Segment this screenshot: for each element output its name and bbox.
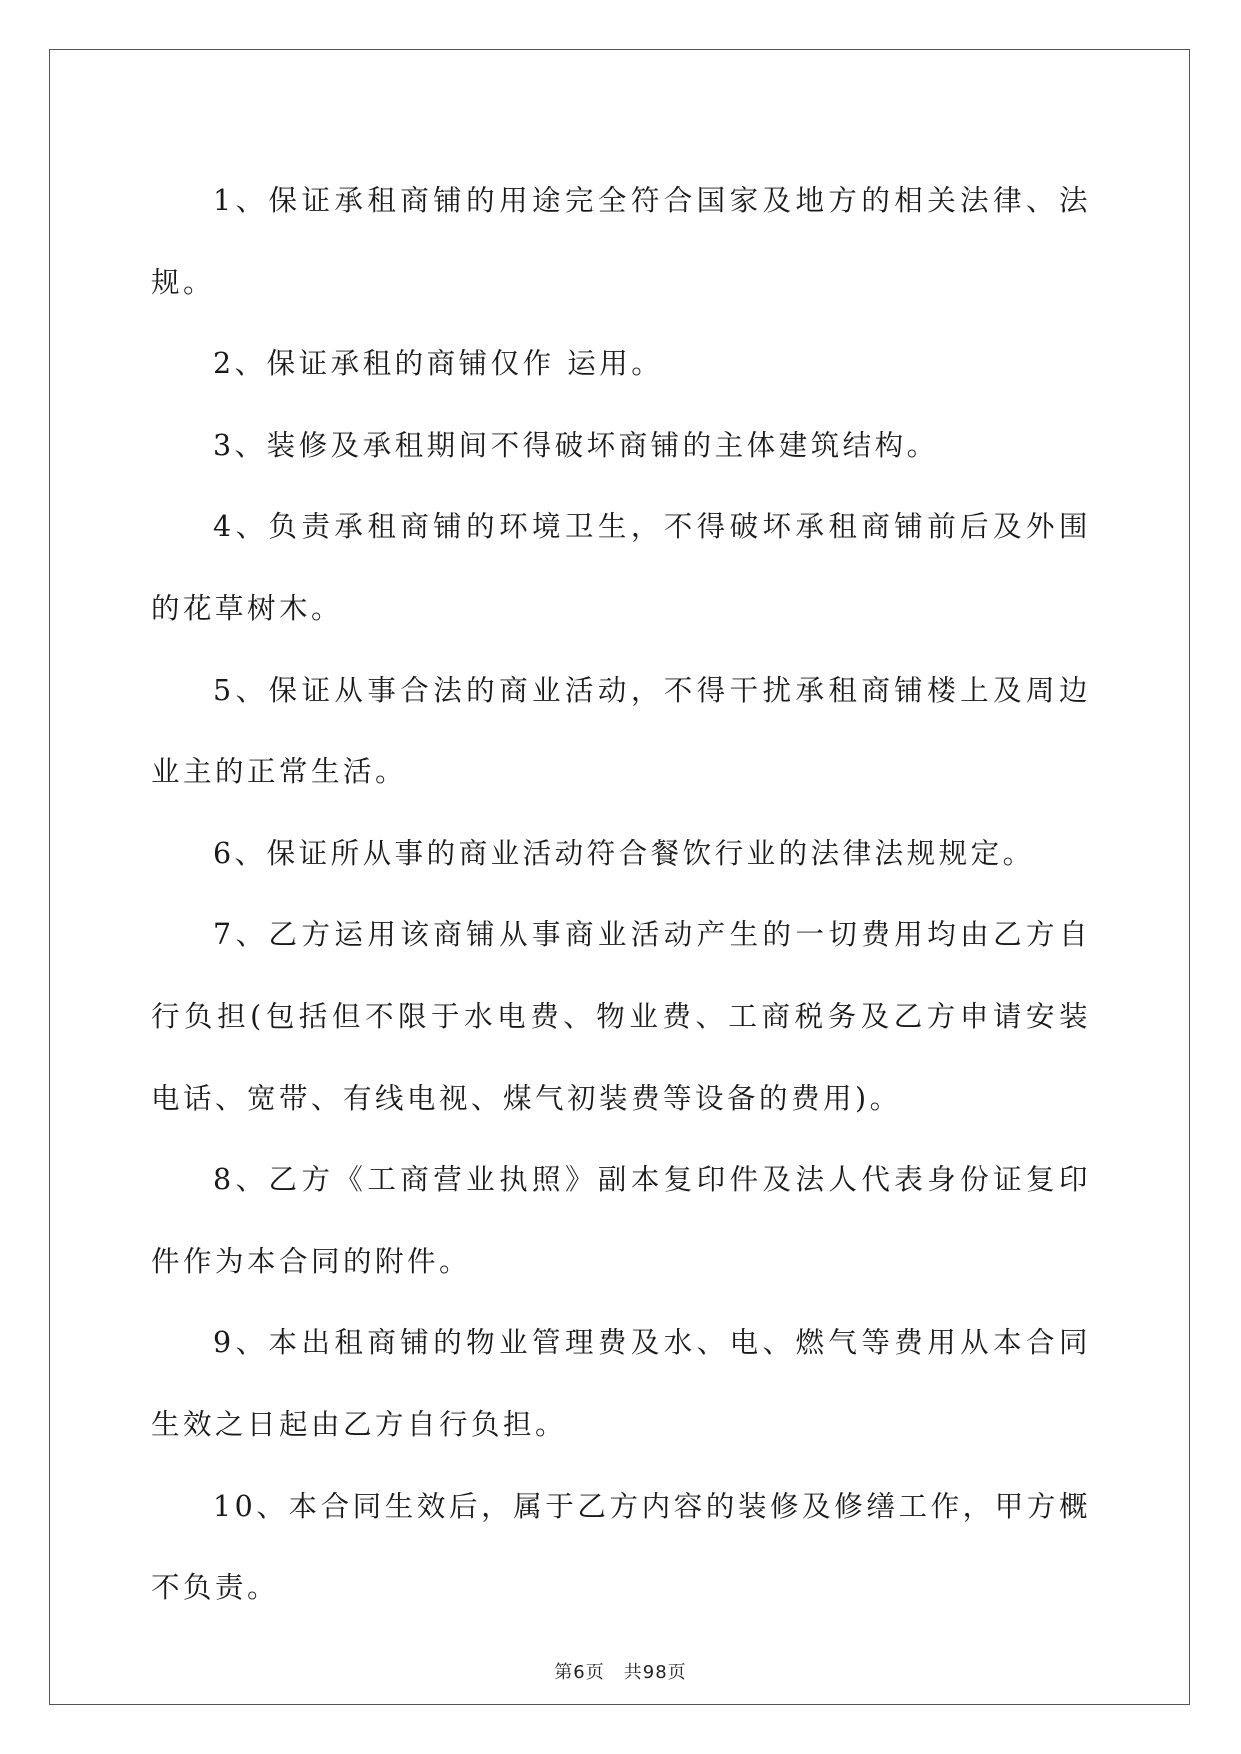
clause-5: 5、保证从事合法的商业活动，不得干扰承租商铺楼上及周边业主的正常生活。 [151,673,1091,789]
clause-8: 8、乙方《工商营业执照》副本复印件及法人代表身份证复印件作为本合同的附件。 [151,1163,1091,1278]
page-number-footer: 第6页 共98页 [554,1662,687,1683]
clause-1: 1、保证承租商铺的用途完全符合国家及地方的相关法律、法规。 [151,184,1091,299]
clause-4: 4、负责承租商铺的环境卫生，不得破坏承租商铺前后及外围的花草树木。 [151,510,1091,625]
clause-3: 3、装修及承租期间不得破坏商铺的主体建筑结构。 [213,428,939,462]
clause-7: 7、乙方运用该商铺从事商业活动产生的一切费用均由乙方自行负担(包括但不限于水电费、物业费、工商税务及乙方申请安装电话、宽带、有线电视、煤气初装费等设备的费用)。 [151,918,1091,1115]
clause-10: 10、本合同生效后，属于乙方内容的装修及修缮工作，甲方概不负责。 [151,1489,1091,1605]
document-body [151,160,1091,1629]
clause-6: 6、保证所从事的商业活动符合餐饮行业的法律法规规定。 [213,836,1035,870]
clause-2: 2、保证承租的商铺仅作 运用。 [213,347,664,381]
clause-9: 9、本出租商铺的物业管理费及水、电、燃气等费用从本合同生效之日起由乙方自行负担。 [151,1326,1091,1441]
